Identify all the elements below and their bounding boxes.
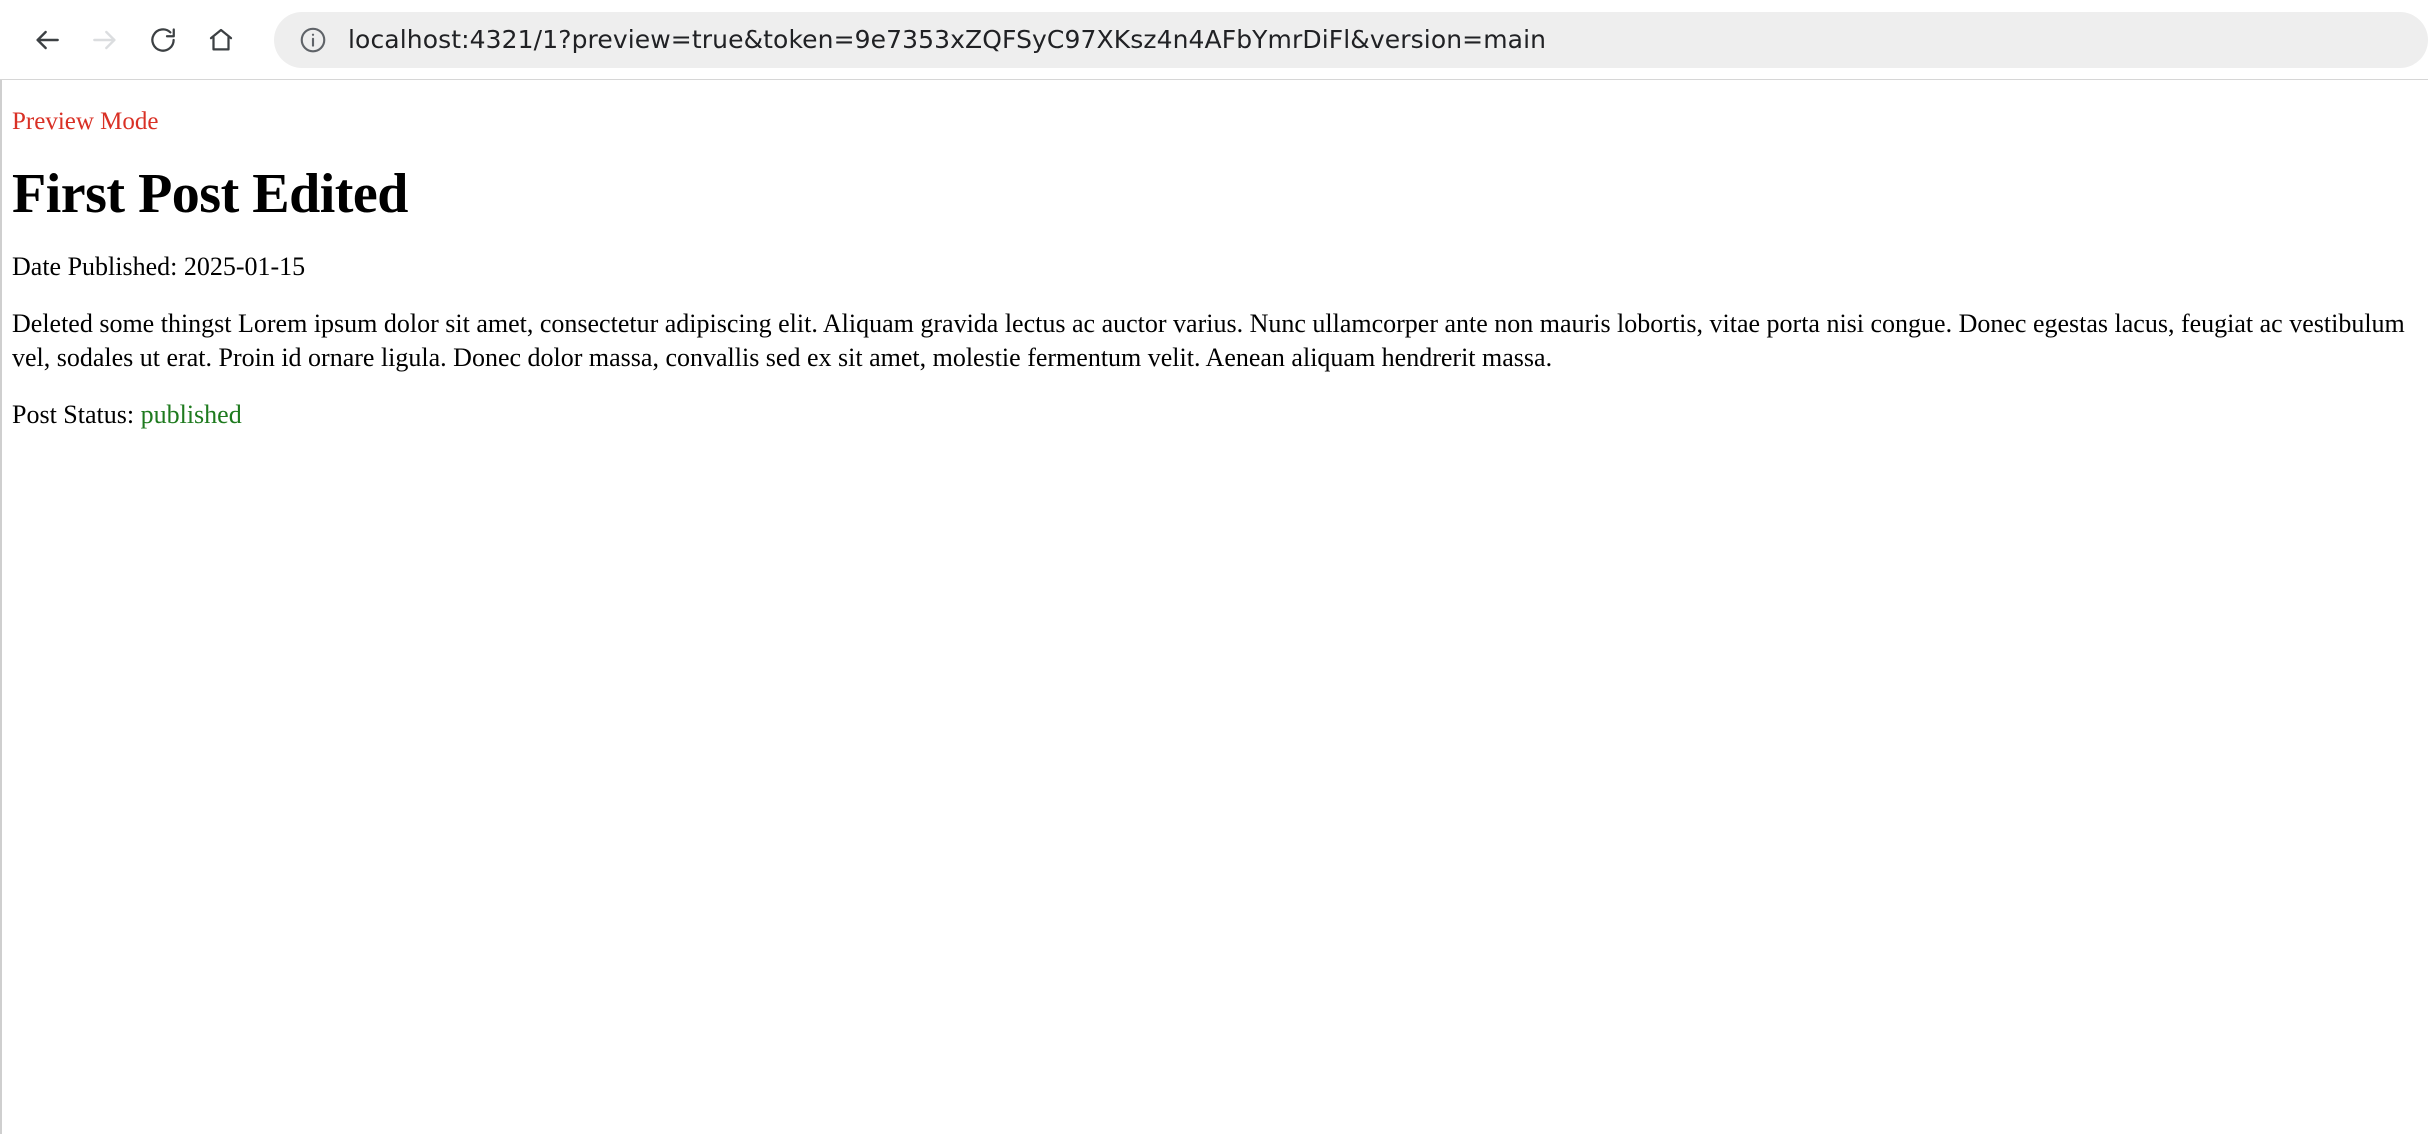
post-status-label: Post Status: xyxy=(12,399,135,429)
reload-button[interactable] xyxy=(134,11,192,69)
arrow-left-icon xyxy=(31,24,63,56)
viewport-left-edge xyxy=(0,80,2,1134)
arrow-right-icon xyxy=(89,24,121,56)
address-bar-url[interactable]: localhost:4321/1?preview=true&token=9e7353xZQFSyC97XKsz4n4AFbYmrDiFl&version=main xyxy=(348,25,1547,54)
page-title: First Post Edited xyxy=(12,163,408,226)
home-button[interactable] xyxy=(192,11,250,69)
page-viewport xyxy=(0,80,2428,1134)
post-page xyxy=(0,80,2428,432)
post-body: Deleted some thingst Lorem ipsum dolor sit amet, consectetur adipiscing elit. Aliquam gravida lectus ac auctor varius. Nunc ullamcorper ante non mauris lobortis, vitae porta nisi congue. Donec egestas lacus, feugiat ac vestibulum vel, sodales ut erat. Proin id ornare ligula. Donec dolor massa, convallis sed ex sit amet, molestie fermentum velit. Aenean aliquam hendrerit massa. xyxy=(12,308,2405,373)
home-icon xyxy=(206,25,236,55)
forward-button[interactable] xyxy=(76,11,134,69)
preview-mode-banner: Preview Mode xyxy=(12,108,159,135)
info-circle-icon[interactable] xyxy=(296,23,330,57)
status-badge: published xyxy=(140,399,242,429)
back-button[interactable] xyxy=(18,11,76,69)
browser-toolbar xyxy=(0,0,2428,80)
post-status xyxy=(12,398,2428,433)
date-published: Date Published: 2025-01-15 xyxy=(12,252,306,282)
reload-icon xyxy=(148,25,178,55)
address-bar[interactable] xyxy=(274,12,2428,68)
